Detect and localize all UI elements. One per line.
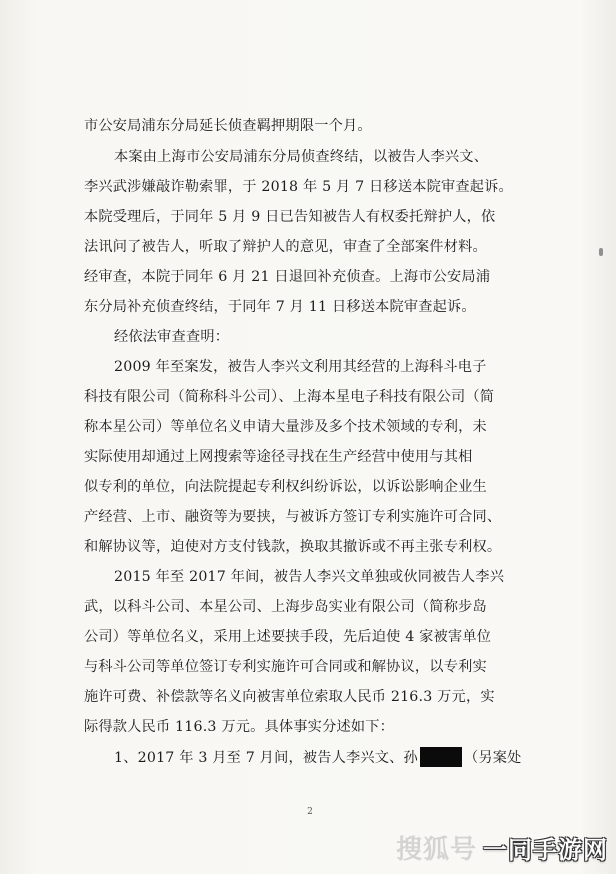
redaction-block (420, 747, 462, 767)
paragraph-5-line-1 (114, 747, 554, 768)
paragraph-3-line-4: 实际使用却通过上网搜索等途径寻找在生产经营中使用与其相 (84, 449, 473, 465)
paragraph-4-line-6: 际得款人民币 116.3 万元。具体事实分述如下： (84, 719, 395, 735)
paragraph-5-after-redaction: （另案处 (463, 750, 522, 766)
watermark (396, 829, 608, 866)
paragraph-0-line-1: 市公安局浦东分局延长侦查羁押期限一个月。 (84, 118, 372, 134)
paragraph-1-line-5: 经审查，本院于同年 6 月 21 日退回补充侦查。上海市公安局浦 (84, 269, 491, 285)
paragraph-3-line-6: 产经营、上市、融资等为要挟，与被诉方签订专利实施许可合同、 (84, 509, 502, 525)
paragraph-4-line-3: 公司）等单位名义，采用上述要挟手段，先后迫使 4 家被害单位 (84, 629, 492, 645)
paragraph-1-line-6: 东分局补充侦查终结，于同年 7 月 11 日移送本院审查起诉。 (84, 299, 476, 315)
paragraph-3-line-3: 称本星公司）等单位名义申请大量涉及多个技术领域的专利，未 (84, 419, 487, 435)
paragraph-4-line-4: 与科斗公司等单位签订专利实施许可合同或和解协议，以专利实 (84, 659, 487, 675)
paragraph-5-before-redaction: 1、2017 年 3 月至 7 月间，被告人李兴文、孙 (114, 750, 418, 766)
paragraph-3-line-7: 和解协议等，迫使对方支付钱款，换取其撤诉或不再主张专利权。 (84, 539, 502, 555)
watermark-right-text: 一同手游网 (483, 837, 608, 864)
page-number: 2 (307, 807, 313, 817)
watermark-left-text: 搜狐号 (395, 834, 477, 864)
side-mark (599, 248, 603, 256)
paragraph-3-line-5: 似专利的单位，向法院提起专利权纠纷诉讼，以诉讼影响企业生 (84, 479, 487, 495)
paragraph-1-line-4: 法讯问了被告人，听取了辩护人的意见，审查了全部案件材料。 (84, 239, 487, 255)
paragraph-3-line-2: 科技有限公司（简称科斗公司）、上海本星电子科技有限公司（简 (84, 389, 495, 405)
paragraph-1-line-1: 本案由上海市公安局浦东分局侦查终结，以被告人李兴文、 (114, 149, 489, 165)
paragraph-4-line-5: 施许可费、补偿款等名义向被害单位索取人民币 216.3 万元，实 (84, 689, 495, 705)
paragraph-4-line-2: 武，以科斗公司、本星公司、上海步岛实业有限公司（简称步岛 (84, 599, 487, 615)
paragraph-1-line-3: 本院受理后，于同年 5 月 9 日已告知被告人有权委托辩护人，依 (84, 209, 496, 225)
paragraph-2-line-1: 经依法审查查明： (114, 329, 230, 345)
paragraph-3-line-1: 2009 年至案发，被告人李兴文利用其经营的上海科斗电子 (114, 359, 487, 375)
paragraph-1-line-2: 李兴武涉嫌敲诈勒索罪，于 2018 年 5 月 7 日移送本院审查起诉。 (84, 179, 513, 195)
paragraph-4-line-1: 2015 年至 2017 年间，被告人李兴文单独或伙同被告人李兴 (114, 569, 505, 585)
